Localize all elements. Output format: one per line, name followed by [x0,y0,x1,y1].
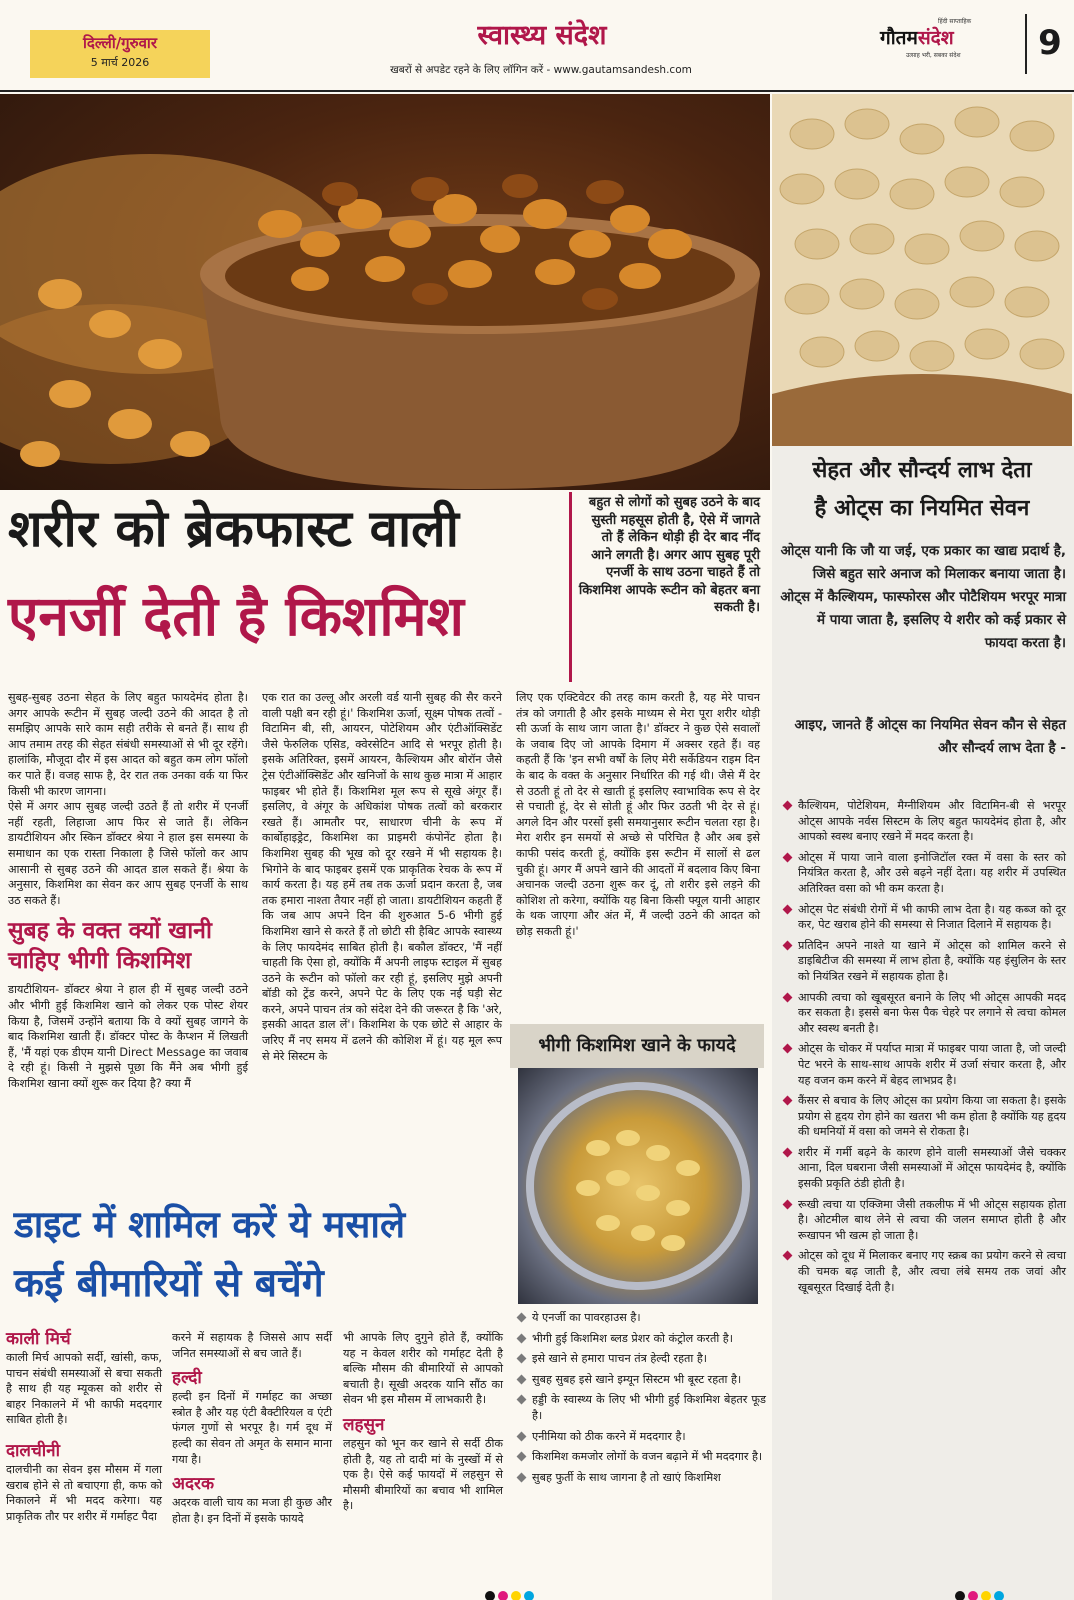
oats-bowl-illustration [772,94,1072,446]
benefit-item: सुबह फुर्ती के साथ जागना है तो खाएं किशमिश [516,1470,766,1486]
turmeric-title: हल्दी [172,1368,202,1389]
benefit-item: किशमिश कमजोर लोगों के वजन बढ़ाने में भी मददगार है। [516,1449,766,1465]
raisin-col-3 [516,690,760,940]
logo-suffix: संदेश [917,27,954,49]
page-divider [1025,14,1027,74]
logo-sub: उत्साह भरी, सबका संदेश [906,52,961,59]
spices-col-1 [6,1328,162,1524]
oats-point-item: कैल्शियम, पोटेशियम, मैग्नीशियम और विटामिन-बी से भरपूर ओट्स आपके नर्वस सिस्टम के लिए बहुत फायदेमंद होता है, और आपको स्वस्थ बनाए रखने में मदद करता है। [782,798,1066,845]
soaked-raisin-illustration [518,1068,758,1304]
turmeric-text: हल्दी इन दिनों में गर्माहट का अच्छा स्त्रोत है और यह एंटी बैक्टीरियल व एंटी फंगल गुणों से भरपूर है। गर्म दूध में हल्दी का सेवन तो अमृत के समान माना गया है। [172,1390,332,1466]
raisin-photo [0,94,770,490]
header-bar [0,0,1074,92]
cinnamon-text: दालचीनी का सेवन इस मौसम में गला खराब होने से तो बचाएगा ही, कफ को निकालने में भी मदद करेगा। यह प्राकृतिक तौर पर शरीर में गर्माहट पैदा [6,1462,162,1523]
benefit-item: ये एनर्जी का पावरहाउस है। [516,1310,766,1326]
ginger-title: अदरक [172,1474,215,1495]
benefit-item: भीगी हुई किशमिश ब्लड प्रेशर को कंट्रोल करती है। [516,1331,766,1347]
oats-points-list [782,798,1066,1295]
cinnamon-title: दालचीनी [6,1440,60,1461]
soaked-raisin-photo [518,1068,758,1304]
oats-point-item: कैंसर से बचाव के लिए ओट्स का प्रयोग किया जा सकता है। इसके प्रयोग से हृदय रोग होने का खतरा भी कम होता है क्योंकि यह हृदय की धमनियों में वसा को जमने से रोकता है। [782,1093,1066,1140]
benefit-item: एनीमिया को ठीक करने में मददगार है। [516,1429,766,1445]
benefits-list [516,1310,766,1485]
spices-col-3 [343,1330,503,1514]
date-box [30,30,210,78]
raisin-subhead: सुबह के वक्त क्यों खानी चाहिए भीगी किशमिश [8,918,212,975]
raisin-col-1 [8,690,248,1091]
oats-point-item: ओट्स के चोकर में पर्याप्त मात्रा में फाइबर पाया जाता है, जो जल्दी पेट भरने के साथ-साथ आपके शरीर में उर्जा संचार करता है, और यह वजन कम करने में बेहद लाभप्रद है। [782,1041,1066,1088]
raisin-intro-rule [569,492,572,682]
oats-photo [772,94,1072,446]
oats-point-item: ओट्स को दूध में मिलाकर बनाए गए स्क्रब का प्रयोग करने से त्वचा की चमक बढ़ जाती है, और त्वचा लंबे समय तक जवां और खूबसूरत दिखाई देती है। [782,1248,1066,1295]
oats-headline-1: सेहत और सौन्दर्य लाभ देता [812,458,1032,483]
raisin-col2-text: एक रात का उल्लू और अरली वर्ड यानी सुबह की सैर करने वाली पक्षी बन रही हूं।' किशमिश ऊर्जा, सूक्ष्म पोषक तत्वों - विटामिन बी, सी, आयरन, पोटेशियम और एंटीऑक्सिडेंट जैसे फेरुलिक एसिड, क्वेरसेटिन आदि से भरपूर होती है। इसके अतिरिक्त, इसमें आयरन, कैल्शियम और बोरॉन जैसे ट्रेस एंटीऑक्सिडेंट और खनिजों के साथ कुछ मात्रा में आहार फाइबर भी होते हैं। किशमिश मूल रूप से सूखे अंगूर हैं। इसलिए, वे अंगूर के अधिकांश पोषक तत्वों को बरकरार रखते हैं। आमतौर पर, साधारण चीनी के रूप में कार्बोहाइड्रेट, किशमिश का प्राइमरी कंपोनेंट होता है। किशमिश सुबह की भूख को दूर रखने में भी सहायक है। भिगोने के बाद फाइबर इसमें एक प्राकृतिक रेचक के रूप में कार्य करता है। यह हमें तब तक ऊर्जा प्रदान करता है, जब तक हमारा नाश्ता तैयार नहीं हो जाता। डायटीशियन कहती हैं कि जब आप अपने दिन की शुरुआत 5-6 भीगी हुई किशमिश खाने से करते हैं तो छोटी सी हैबिट आपके स्वास्थ्य के लिए फायदेमंद साबित होती है। बकौल डॉक्टर, 'मैं नहीं चाहती कि ऐसा हो, क्योंकि मैं अपनी लाइफ स्टाइल में सुबह उठने के रूटीन को फॉलो कर रही हूं, इसलिए मुझे अपनी बॉडी को ट्रेंड करने, अपने पेट के लिए एक नई घड़ी सेट करने, अपने पाचन तंत्र को संदेश देने की जरूरत है कि 'अरे, इसकी आदत डाल लें'। किशमिश के एक छोटे से आहार के जरिए मैं नए समय में ढलने की कोशिश में हूं। यह मूल रूप से मेरे सिस्टम के [262,691,502,1063]
garlic-title: लहसुन [343,1414,385,1435]
black-pepper-text: काली मिर्च आपको सर्दी, खांसी, कफ, पाचन संबंधी समस्याओं से बचा सकती है साथ ही यह म्यूकस को शरीर से बाहर निकालने में भी काफी मददगार साबित होती है। [6,1351,162,1427]
oats-headline-2: है ओट्स का नियमित सेवन [814,496,1030,521]
benefits-title: भीगी किशमिश खाने के फायदे [510,1024,764,1068]
ginger-cont-text: भी आपके लिए दुगुने होते हैं, क्योंकि यह न केवल शरीर को गर्माहट देती है बल्कि मौसम की बीमारियों से आपको बचाती है। सूखी अदरक यानि सौंठ का सेवन भी इस मौसम में लाभकारी है। [343,1331,503,1407]
oats-point-item: ओट्स पेट संबंधी रोगों में भी काफी लाभ देता है। यह कब्ज को दूर कर, पेट खराब होने की समस्या से निजात दिलाने में सहायक है। [782,902,1066,933]
spices-headline-2: कई बीमारियों से बचेंगे [14,1261,324,1306]
oats-point-item: आपकी त्वचा को खूबसूरत बनाने के लिए भी ओट्स आपकी मदद कर सकता है। इससे बना फेस पैक चेहरे पर लगाने से त्वचा कोमल और स्वस्थ बनती है। [782,990,1066,1037]
benefit-item: सुबह सुबह इसे खाने इम्यून सिस्टम भी बूस्ट रहता है। [516,1372,766,1388]
location-day: दिल्ली/गुरुवार [83,34,157,52]
benefit-item: हड्डी के स्वास्थ्य के लिए भी भीगी हुई किशमिश बेहतर फूड है। [516,1392,766,1423]
spices-headline-1: डाइट में शामिल करें ये मसाले [14,1203,406,1246]
issue-date: 5 मार्च 2026 [90,56,150,69]
logo-top: हिंदी साप्ताहिक [938,18,972,25]
logo-prefix: गौतम [880,27,918,49]
cinnamon-cont-text: करने में सहायक है जिससे आप सर्दी जनित समस्याओं से बच जाते हैं। [172,1331,332,1360]
raisin-col-2 [262,690,502,1064]
page-number: 9 [1038,23,1062,63]
raisin-headline-1: शरीर को ब्रेकफास्ट वाली [8,500,459,559]
benefits-list-wrap [516,1310,766,1490]
raisin-col1-p1: सुबह-सुबह उठना सेहत के लिए बहुत फायदेमंद होता है। अगर आपके रूटीन में सुबह जल्दी उठने की आदत है तो समझिए आपके सारे काम सही तरीके से बनते हैं। साथ ही आप तमाम तरह की सेहत संबंधी समस्याओं से भी दूर रहेंगे। हालांकि, मौजूदा दौर में इस आदत को बहुत कम लोग फॉलो कर पाते हैं। वजह साफ है, देर रात तक उनका वर्क या फिर किसी भी कारण जागना। [8,691,248,798]
publication-logo[interactable] [880,18,1020,74]
black-pepper-title: काली मिर्च [6,1329,71,1349]
registration-marks [0,1588,1074,1600]
ginger-text: अदरक वाली चाय का मजा ही कुछ और होता है। इन दिनों में इसके फायदे [172,1496,332,1525]
registration-dots-icon [0,1588,1074,1600]
raisin-intro: बहुत से लोगों को सुबह उठने के बाद सुस्ती महसूस होती है, ऐसे में जागते तो हैं लेकिन थोड़ी ही देर बाद नींद आने लगती है। अगर आप सुबह पूरी एनर्जी के साथ उठना चाहते हैं तो किशमिश आपके रूटीन को बेहतर बना सकती है। [578,495,760,615]
oats-point-item: रूखी त्वचा या एक्जिमा जैसी तकलीफ में भी ओट्स सहायक होता है। ओटमील बाथ लेने से त्वचा की जलन समाप्त होती है और रूखापन भी खत्म हो जाता है। [782,1197,1066,1244]
spices-col-2 [172,1330,332,1526]
oats-intro-2: आइए, जानते हैं ओट्स का नियमित सेवन कौन से सेहत और सौन्दर्य लाभ देता है - [794,717,1066,756]
oats-points-wrap [782,798,1066,1300]
oats-point-item: ओट्स में पाया जाने वाला इनोजिटॉल रक्त में वसा के स्तर को नियंत्रित करता है, और उसे बढ़ने नहीं देता। यह शरीर में उपस्थित अतिरिक्त वसा को भी कम करता है। [782,850,1066,897]
benefit-item: इसे खाने से हमारा पाचन तंत्र हेल्दी रहता है। [516,1351,766,1367]
garlic-text: लहसुन को भून कर खाने से सर्दी ठीक होती है, यह तो दादी मां के नुस्खों में से एक है। ऐसे कई फायदों में लहसुन से मौसमी बीमारियों का बचाव भी शामिल है। [343,1436,503,1513]
oats-intro: ओट्स यानी कि जौ या जई, एक प्रकार का खाद्य प्रदार्थ है, जिसे बहुत सारे अनाज को मिलाकर बनाया जाता है। ओट्स में कैल्शियम, फास्फोरस और पोटैशियम भरपूर मात्रा में पाया जाता है, इसलिए ये शरीर को कई प्रकार से फायदा करता है। [780,543,1066,651]
oats-point-item: प्रतिदिन अपने नाश्ते या खाने में ओट्स को शामिल करने से डाइबिटीज की समस्या में लाभ होता है, क्योंकि यह इंसुलिन के स्तर को नियंत्रित रखने में सहायक होता है। [782,938,1066,985]
header-tagline[interactable]: खबरों से अपडेट रहने के लिए लॉगिन करें - www.gautamsandesh.com [390,64,692,76]
raisin-bowl-illustration [0,94,770,490]
raisin-col1-p2: ऐसे में अगर आप सुबह जल्दी उठते हैं तो शरीर में एनर्जी नहीं रहती, लिहाजा आप फिर से जाते हैं। लेकिन डायटीशियन और स्किन डॉक्टर श्रेया ने हाल इस समस्या के समाधान का एक रास्ता निकाला है जिसे फॉलो कर आप आसानी से सुबह उठने की आदत डाल सकते हैं। श्रेया के अनुसार, किशमिश का सेवन कर आप सुबह एनर्जी के साथ उठ सकते हैं। [8,800,248,907]
section-title: स्वास्थ्य संदेश [477,20,607,51]
raisin-col1-p3: डायटीशियन- डॉक्टर श्रेया ने हाल ही में सुबह जल्दी उठने और भीगी हुई किशमिश खाने को लेकर एक पोस्ट शेयर किया है, जिसमें उन्होंने बताया कि वे क्यों सुबह जागने के बाद किशमिश खाती हैं। डॉक्टर पोस्ट के कैप्शन में लिखती हैं, 'मैं यहां एक डीएम यानी Direct Message का जवाब दे रही हूं। किसी ने मुझसे पूछा कि मैंने अब भीगी हुई किशमिश खाना क्यों शुरू कर दिया है? क्या मैं [8,983,248,1090]
raisin-col3-text: लिए एक एक्टिवेटर की तरह काम करती है, यह मेरे पाचन तंत्र को जगाती है और इसके माध्यम से मेरा पूरा शरीर थोड़ी सी ऊर्जा के साथ जाग जाता है।' डॉक्टर ने कुछ ऐसे सवालों के जवाब दिए जो आपके दिमाग में अक्सर रहते हैं। वह कहती हैं कि 'इन सभी वर्षों के लिए मेरी सर्केडियन राइम दिन के बाद के वक्त के अनुसार निर्धारित की गई थी। जैसे मैं देर से उठती हूं तो देर से खाती हूं इसलिए स्वाभाविक रूप से देर से पचाती हूं, देर से सोती हूं और फिर उठती भी देर से हूं। अगले दिन और परसों इसी समयानुसार रूटीन चलता रहा है। मेरा शरीर इन समयों से अच्छे से परिचित है और अब इसे काफी पसंद करती हूं, क्योंकि इस रूटीन में सालों से ढल चुकी हूं। अगर मैं अपने खाने की आदतों में बदलाव किए बिना अचानक जल्दी उठना शुरू कर दूं, तो शरीर इसे लड़ने की कोशिश तो करेगा, क्योंकि यह बिना किसी फ्यूल यानी आहार के थक जाएगा और अंत में, मैं जल्दी उठने की आदत को छोड़ सकती हूं।' [516,691,760,938]
oats-point-item: शरीर में गर्मी बढ़ने के कारण होने वाली समस्याओं जैसे चक्कर आना, दिल घबराना जैसी समस्याओं में ओट्स फायदेमंद है, क्योंकि इसकी प्रकृति ठंडी होती है। [782,1145,1066,1192]
raisin-headline-2: एनर्जी देती है किशमिश [8,584,464,648]
